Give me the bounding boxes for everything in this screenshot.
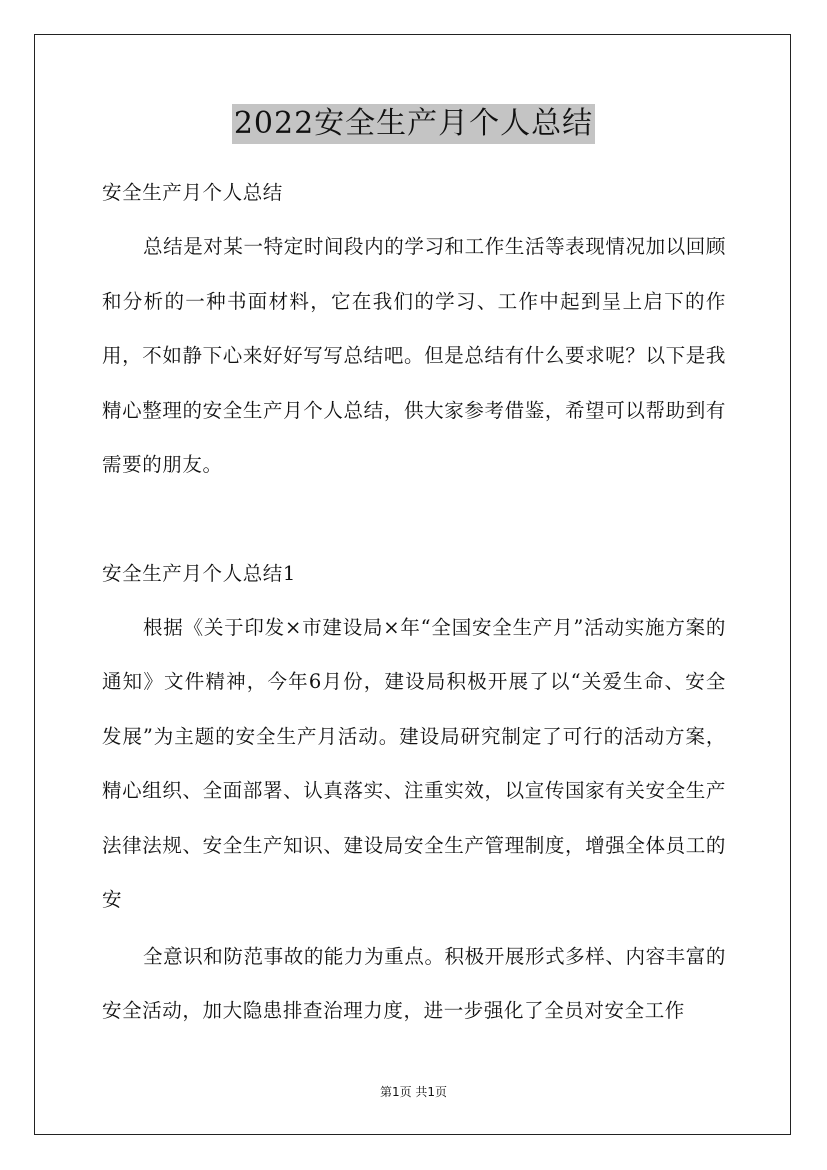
paragraph-spacer — [102, 493, 726, 547]
document-subtitle: 安全生产月个人总结 — [102, 181, 283, 204]
page-footer — [0, 1083, 827, 1101]
section-heading: 安全生产月个人总结1 — [102, 561, 296, 585]
document-body — [102, 166, 726, 1039]
intro-paragraph: 总结是对某一特定时间段内的学习和工作生活等表现情况加以回顾和分析的一种书面材料，它在我们的学习、工作中起到呈上启下的作用，不如静下心来好好写写总结吧。但是总结有什么要求呢？以下是我精心整理的安全生产月个人总结，供大家参考借鉴，希望可以帮助到有需要的朋友。 — [102, 235, 726, 476]
body-paragraph-2: 全意识和防范事故的能力为重点。积极开展形式多样、内容丰富的安全活动，加大隐患排查治理力度，进一步强化了全员对安全工作 — [102, 944, 726, 1022]
document-title: 2022安全生产月个人总结 — [232, 104, 595, 144]
body-paragraph-1: 根据《关于印发×市建设局×年“全国安全生产月”活动实施方案的通知》文件精神，今年6月份，建设局积极开展了以“关爱生命、安全发展”为主题的安全生产月活动。建设局研究制定了可行的活动方案，精心组织、全面部署、认真落实、注重实效，以宣传国家有关安全生产法律法规、安全生产知识、建设局安全生产管理制度，增强全体员工的安 — [102, 615, 726, 911]
document-title-container — [0, 104, 827, 144]
page-number: 第1页 共1页 — [379, 1085, 448, 1099]
